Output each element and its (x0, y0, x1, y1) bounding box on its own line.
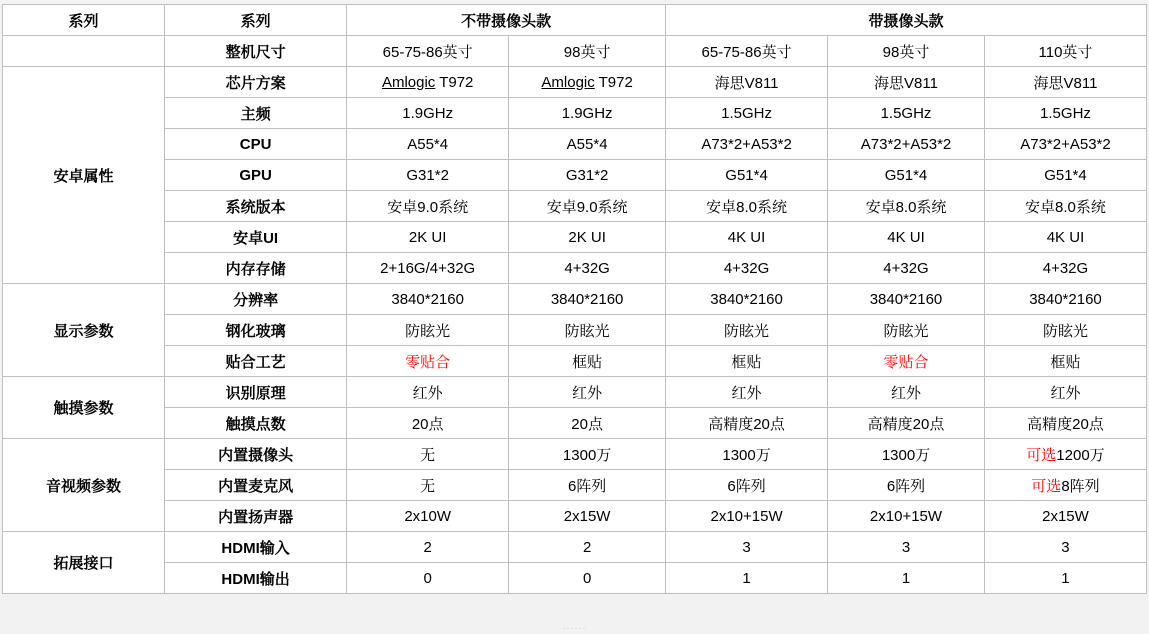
table-header-row (3, 5, 1147, 36)
spec-value-cell: 20点 (509, 408, 666, 439)
spec-value-cell: 65-75-86英寸 (666, 36, 828, 67)
spec-value-cell: 高精度20点 (666, 408, 828, 439)
spec-value-cell: 4K UI (984, 222, 1146, 253)
spec-name-cell: 触摸点数 (164, 408, 346, 439)
spec-value-cell: 海思V811 (828, 67, 985, 98)
table-row (3, 377, 1147, 408)
spec-value-cell: 6阵列 (509, 470, 666, 501)
spec-value-cell: 安卓8.0系统 (984, 191, 1146, 222)
spec-value-cell: 2 (347, 532, 509, 563)
spec-value-cell: 防眩光 (509, 315, 666, 346)
spec-name-cell: 识别原理 (164, 377, 346, 408)
spec-value-cell: 3840*2160 (347, 284, 509, 315)
spec-name-cell: 分辨率 (164, 284, 346, 315)
spec-value-cell: 防眩光 (984, 315, 1146, 346)
table-row (3, 532, 1147, 563)
spec-value-cell: 6阵列 (828, 470, 985, 501)
spec-value-cell: A55*4 (347, 129, 509, 160)
spec-name-cell: 钢化玻璃 (164, 315, 346, 346)
highlighted-value: 零贴合 (405, 353, 451, 371)
spec-value-cell: 可选1200万 (984, 439, 1146, 470)
spec-name-cell: 内置扬声器 (164, 501, 346, 532)
spec-value-cell: 0 (347, 563, 509, 594)
table-row (3, 439, 1147, 470)
spec-value-cell: 红外 (984, 377, 1146, 408)
specification-table (2, 4, 1147, 594)
table-row (3, 36, 1147, 67)
spec-value-cell: 2x10+15W (666, 501, 828, 532)
spec-value-cell: 3840*2160 (984, 284, 1146, 315)
spec-value-cell: 6阵列 (666, 470, 828, 501)
spec-value-cell: 4+32G (666, 253, 828, 284)
underlined-term: Amlogic (541, 73, 595, 91)
group-cell: 显示参数 (3, 284, 165, 377)
group-cell: 拓展接口 (3, 532, 165, 594)
page-left-margin (0, 0, 2, 634)
page-footer-dots: ······ (562, 623, 587, 633)
spec-value-cell: 框贴 (666, 346, 828, 377)
spec-value-cell: 无 (347, 470, 509, 501)
spec-name-cell: 安卓UI (164, 222, 346, 253)
spec-value-cell (828, 346, 985, 377)
spec-value-cell: 2K UI (347, 222, 509, 253)
spec-name-cell: 贴合工艺 (164, 346, 346, 377)
spec-name-cell: CPU (164, 129, 346, 160)
spec-value-cell: 1 (984, 563, 1146, 594)
spec-value-cell: 3840*2160 (509, 284, 666, 315)
spec-value-cell: 框贴 (984, 346, 1146, 377)
spec-value-cell: 无 (347, 439, 509, 470)
spec-value-cell: 防眩光 (666, 315, 828, 346)
spec-value-cell: 安卓8.0系统 (666, 191, 828, 222)
spec-value-cell: 安卓9.0系统 (509, 191, 666, 222)
spec-value-cell: 红外 (666, 377, 828, 408)
spec-value-cell: 1.5GHz (666, 98, 828, 129)
highlighted-value-prefix: 可选 (1026, 446, 1057, 464)
spec-value-cell: 2 (509, 532, 666, 563)
spec-value-cell: G31*2 (509, 160, 666, 191)
spec-value-cell: 3 (984, 532, 1146, 563)
spec-value-cell: 红外 (347, 377, 509, 408)
table-row (3, 470, 1147, 501)
spec-value-cell: 4+32G (509, 253, 666, 284)
spec-name-cell: 内置麦克风 (164, 470, 346, 501)
spec-value-cell: 可选8阵列 (984, 470, 1146, 501)
table-row (3, 346, 1147, 377)
group-cell: 触摸参数 (3, 377, 165, 439)
table-row (3, 160, 1147, 191)
table-row (3, 191, 1147, 222)
spec-value-cell: 安卓9.0系统 (347, 191, 509, 222)
spec-value-cell: A73*2+A53*2 (984, 129, 1146, 160)
spec-value-cell: 2K UI (509, 222, 666, 253)
header-cell-series-2: 系列 (164, 5, 346, 36)
table-row (3, 253, 1147, 284)
highlighted-value-prefix: 可选 (1031, 477, 1062, 495)
table-row (3, 284, 1147, 315)
spec-value-cell: 110英寸 (984, 36, 1146, 67)
spec-value-cell: 1300万 (666, 439, 828, 470)
spec-value-cell: 65-75-86英寸 (347, 36, 509, 67)
spec-value-cell: 海思V811 (984, 67, 1146, 98)
spec-value-cell: 1.9GHz (347, 98, 509, 129)
spec-value-cell: 框贴 (509, 346, 666, 377)
header-cell-no-camera: 不带摄像头款 (347, 5, 666, 36)
spec-value-cell: A73*2+A53*2 (666, 129, 828, 160)
header-cell-series-1: 系列 (3, 5, 165, 36)
spec-value-cell: 98英寸 (828, 36, 985, 67)
spec-name-cell: 内置摄像头 (164, 439, 346, 470)
spec-value-cell: 高精度20点 (984, 408, 1146, 439)
group-cell: 安卓属性 (3, 67, 165, 284)
spec-name-cell: 系统版本 (164, 191, 346, 222)
table-row (3, 315, 1147, 346)
underlined-term: Amlogic (381, 73, 436, 91)
group-cell: 音视频参数 (3, 439, 165, 532)
spec-value-cell: 4+32G (984, 253, 1146, 284)
spec-name-cell: 内存存储 (164, 253, 346, 284)
spec-value-cell: 4K UI (828, 222, 985, 253)
highlighted-value: 零贴合 (883, 353, 929, 371)
spec-name-cell: 整机尺寸 (164, 36, 346, 67)
spec-value-cell: 红外 (509, 377, 666, 408)
table-row (3, 501, 1147, 532)
spec-value-cell: 2x10+15W (828, 501, 985, 532)
spec-name-cell: 芯片方案 (164, 67, 346, 98)
header-cell-with-camera: 带摄像头款 (666, 5, 1147, 36)
table-row (3, 67, 1147, 98)
spec-value-cell: 4K UI (666, 222, 828, 253)
spec-name-cell: 主频 (164, 98, 346, 129)
spec-value-cell: 3840*2160 (828, 284, 985, 315)
spec-value-cell: Amlogic T972 (347, 67, 509, 98)
table-row (3, 222, 1147, 253)
spec-value-cell: 高精度20点 (828, 408, 985, 439)
spec-value-cell: 2x10W (347, 501, 509, 532)
spec-value-cell (347, 346, 509, 377)
spec-value-cell: G51*4 (828, 160, 985, 191)
spec-value-cell: 1 (666, 563, 828, 594)
spec-value-cell: 1300万 (509, 439, 666, 470)
spec-value-cell: 1.5GHz (828, 98, 985, 129)
spec-value-cell: 防眩光 (347, 315, 509, 346)
spec-value-cell: Amlogic T972 (509, 67, 666, 98)
table-body (3, 5, 1147, 594)
spec-value-cell: 20点 (347, 408, 509, 439)
table-row (3, 129, 1147, 160)
spec-value-cell: 3840*2160 (666, 284, 828, 315)
spec-value-cell: 3 (666, 532, 828, 563)
table-row (3, 563, 1147, 594)
spec-value-cell: 安卓8.0系统 (828, 191, 985, 222)
spec-value-cell: 2x15W (509, 501, 666, 532)
spec-value-cell: A73*2+A53*2 (828, 129, 985, 160)
spec-value-cell: 1 (828, 563, 985, 594)
spec-value-cell: 1.9GHz (509, 98, 666, 129)
spec-value-cell: 1300万 (828, 439, 985, 470)
spec-value-cell: 海思V811 (666, 67, 828, 98)
spec-value-cell: 4+32G (828, 253, 985, 284)
spec-value-cell: 防眩光 (828, 315, 985, 346)
spec-name-cell: GPU (164, 160, 346, 191)
spec-value-cell: 0 (509, 563, 666, 594)
spec-value-cell: 2+16G/4+32G (347, 253, 509, 284)
spec-value-cell: 3 (828, 532, 985, 563)
spec-value-cell: G31*2 (347, 160, 509, 191)
spec-value-cell: 红外 (828, 377, 985, 408)
table-row (3, 408, 1147, 439)
table-row (3, 98, 1147, 129)
page-bottom-strip (0, 624, 1149, 634)
spec-value-cell: G51*4 (984, 160, 1146, 191)
spec-name-cell: HDMI输出 (164, 563, 346, 594)
spec-value-cell: 2x15W (984, 501, 1146, 532)
spec-name-cell: HDMI输入 (164, 532, 346, 563)
spec-value-cell: G51*4 (666, 160, 828, 191)
group-cell (3, 36, 165, 67)
spec-value-cell: 1.5GHz (984, 98, 1146, 129)
spec-value-cell: A55*4 (509, 129, 666, 160)
spec-value-cell: 98英寸 (509, 36, 666, 67)
